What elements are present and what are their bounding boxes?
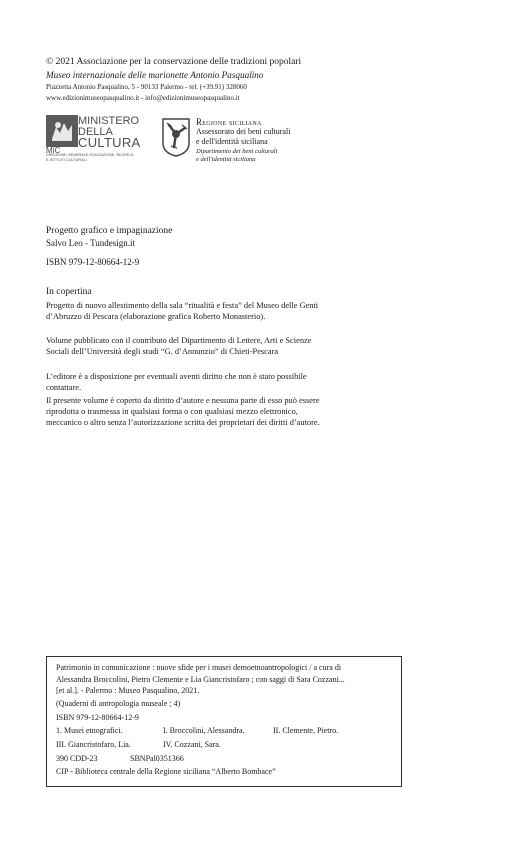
regione-line4: e dell'identità siciliana: [196, 156, 256, 163]
ministero-abbr: MiC: [46, 146, 61, 155]
isbn: ISBN 979-12-80664-12-9: [46, 257, 140, 267]
contribution-line2: Sociali dell’Università degli studi “G. d’Annunzio” di Chieti-Pescara: [46, 347, 279, 356]
contribution-line1: Volume pubblicato con il contributo del Dipartimento di Lettere, Arti e Scienze: [46, 336, 312, 345]
museum-address: Piazzetta Antonio Pasqualino, 5 - 90133 Palermo - tel. (+39.91) 328060: [46, 83, 247, 91]
cip-line2: Alessandra Broccolini, Pietro Clemente e Lia Giancristofaro ; con saggi di Sara Cozzani...: [56, 675, 345, 684]
cip-line4: (Quaderni di antropologia museale ; 4): [56, 699, 181, 708]
ministero-line3: CULTURA: [78, 135, 141, 150]
cover-line1: Progetto di nuovo allestimento della sala “ritualità e festa” del Museo delle Genti: [46, 301, 319, 310]
cip-subject-3: II. Clemente, Pietro.: [273, 726, 339, 735]
regione-title: Regione siciliana: [196, 117, 262, 127]
regione-line1: Assessorato dei beni culturali: [196, 127, 291, 136]
cip-subject-2: I. Broccolini, Alessandra.: [163, 726, 245, 735]
rights-line5: meccanico o altro senza l’autorizzazione scritta dei proprietari dei diritti d’autore.: [46, 418, 320, 427]
ministero-cultura-logo: [46, 115, 142, 161]
cip-subject-4: III. Giancristofaro, Lia.: [56, 740, 131, 749]
ministero-sub1: DIREZIONE GENERALE EDUCAZIONE, RICERCA: [46, 153, 134, 157]
mic-emblem-icon: [46, 115, 78, 147]
ministero-line1: MINISTERO: [78, 115, 140, 127]
copyright-line: © 2021 Associazione per la conservazione delle tradizioni popolari: [46, 57, 302, 67]
ministero-sub2: E ISTITUTI CULTURALI: [46, 157, 87, 162]
rights-line3: Il presente volume è coperto da diritto d’autore e nessuna parte di esso può essere: [46, 396, 320, 405]
regione-line2: e dell'identità siciliana: [196, 137, 268, 146]
museum-web: www.edizionimuseopasqualino.it - info@edizionimuseopasqualino.it: [46, 94, 240, 102]
cover-label: In copertina: [46, 287, 92, 297]
regione-emblem-icon: [161, 117, 191, 157]
cip-line1: Patrimonio in comunicazione : nuove sfide per i musei demoetnoantropologici / a cura di: [56, 663, 342, 672]
rights-line4: riprodotta o trasmessa in qualsiasi forma o con qualsiasi mezzo elettronico,: [46, 407, 298, 416]
cip-subject-1: 1. Musei etnografici.: [56, 726, 123, 735]
regione-line3: Dipartimento dei beni culturali: [196, 148, 278, 155]
cip-sbn: SBNPal0351366: [130, 754, 184, 763]
cip-line3: [et al.]. - Palermo : Museo Pasqualino, 2021.: [56, 686, 200, 695]
rights-line2: contattare.: [46, 383, 82, 392]
cip-cdd: 390 CDD-23: [56, 754, 98, 763]
ministero-line2: DELLA: [78, 126, 113, 138]
cover-line2: d’Abruzzo di Pescara (elaborazione grafica Roberto Monasterio).: [46, 312, 266, 321]
cip-footer: CIP - Biblioteca centrale della Regione siciliana “Alberto Bombace”: [56, 767, 276, 776]
cip-subject-5: IV. Cozzani, Sara.: [163, 740, 221, 749]
museum-name: Museo internazionale delle marionette Antonio Pasqualino: [46, 70, 264, 80]
cip-isbn: ISBN 979-12-80664-12-9: [56, 713, 139, 722]
design-name: Salvo Leo - Tundesign.it: [46, 238, 136, 248]
rights-line1: L’editore è a disposizione per eventuali aventi diritto che non è stato possibile: [46, 372, 307, 381]
design-label: Progetto grafico e impaginazione: [46, 226, 173, 236]
regione-text-block: [196, 117, 290, 164]
